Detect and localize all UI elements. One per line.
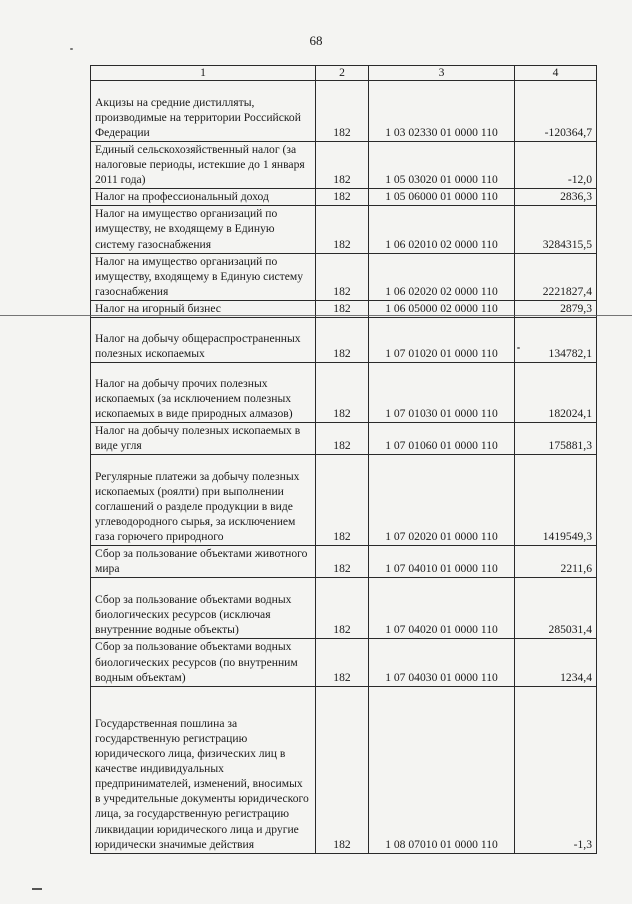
row-kbk-cell: 1 03 02330 01 0000 110 xyxy=(369,81,515,142)
row-sum-cell: -120364,7 xyxy=(515,81,597,142)
row-sum-cell: -12,0 xyxy=(515,142,597,189)
row-code-cell: 182 xyxy=(316,639,369,686)
row-name-cell: Налог на добычу общераспространенных полезных ископаемых xyxy=(91,318,316,363)
column-header-4: 4 xyxy=(515,66,597,81)
table-row xyxy=(91,686,597,853)
row-code-cell: 182 xyxy=(316,686,369,853)
row-kbk-cell: 1 07 04010 01 0000 110 xyxy=(369,546,515,578)
column-header-2: 2 xyxy=(316,66,369,81)
row-kbk-cell: 1 07 01060 01 0000 110 xyxy=(369,423,515,455)
row-sum-cell: -1,3 xyxy=(515,686,597,853)
scan-speck xyxy=(70,48,73,50)
table-row xyxy=(91,363,597,423)
table-row xyxy=(91,81,597,142)
row-kbk-cell: 1 08 07010 01 0000 110 xyxy=(369,686,515,853)
row-kbk-cell: 1 06 05000 02 0000 110 xyxy=(369,300,515,317)
table-row xyxy=(91,318,597,363)
row-name-cell: Налог на игорный бизнес xyxy=(91,300,316,317)
row-name-cell: Сбор за пользование объектами водных биологических ресурсов (исключая внутренние водные объекты) xyxy=(91,578,316,639)
row-kbk-cell: 1 05 06000 01 0000 110 xyxy=(369,189,515,206)
row-sum-cell: 1419549,3 xyxy=(515,455,597,546)
table-row xyxy=(91,455,597,546)
row-name-cell: Единый сельскохозяйственный налог (за налоговые периоды, истекшие до 1 января 2011 года) xyxy=(91,142,316,189)
row-kbk-cell: 1 07 04030 01 0000 110 xyxy=(369,639,515,686)
row-name-cell: Налог на имущество организаций по имуществу, входящему в Единую систему газоснабжения xyxy=(91,253,316,300)
row-name-cell: Налог на добычу прочих полезных ископаемых (за исключением полезных ископаемых в виде природных алмазов) xyxy=(91,363,316,423)
row-code-cell: 182 xyxy=(316,189,369,206)
row-code-cell: 182 xyxy=(316,206,369,253)
row-sum-cell: 2836,3 xyxy=(515,189,597,206)
row-code-cell: 182 xyxy=(316,300,369,317)
row-kbk-cell: 1 06 02020 02 0000 110 xyxy=(369,253,515,300)
row-sum-cell: 2879,3 xyxy=(515,300,597,317)
row-name-cell: Налог на имущество организаций по имуществу, не входящему в Единую систему газоснабжения xyxy=(91,206,316,253)
row-code-cell: 182 xyxy=(316,81,369,142)
header-row xyxy=(91,66,597,81)
table-row xyxy=(91,189,597,206)
row-sum-cell: 182024,1 xyxy=(515,363,597,423)
scan-mark xyxy=(32,888,42,890)
table-row xyxy=(91,546,597,578)
column-header-1: 1 xyxy=(91,66,316,81)
row-kbk-cell: 1 05 03020 01 0000 110 xyxy=(369,142,515,189)
row-code-cell: 182 xyxy=(316,253,369,300)
row-code-cell: 182 xyxy=(316,142,369,189)
scan-divider-line xyxy=(0,315,632,316)
row-code-cell: 182 xyxy=(316,318,369,363)
table-row xyxy=(91,253,597,300)
row-code-cell: 182 xyxy=(316,578,369,639)
row-sum-cell: 285031,4 xyxy=(515,578,597,639)
table-row xyxy=(91,206,597,253)
row-kbk-cell: 1 07 02020 01 0000 110 xyxy=(369,455,515,546)
row-kbk-cell: 1 07 01030 01 0000 110 xyxy=(369,363,515,423)
row-kbk-cell: 1 07 01020 01 0000 110 xyxy=(369,318,515,363)
row-name-cell: Акцизы на средние дистилляты, производимые на территории Российской Федерации xyxy=(91,81,316,142)
revenue-table xyxy=(90,65,597,854)
page-number: 68 xyxy=(309,33,323,48)
row-name-cell: Регулярные платежи за добычу полезных ископаемых (роялти) при выполнении соглашений о разделе продукции в виде углеводородного сырья, за исключением газа горючего природного xyxy=(91,455,316,546)
row-sum-cell: 2221827,4 xyxy=(515,253,597,300)
row-name-cell: Налог на добычу полезных ископаемых в виде угля xyxy=(91,423,316,455)
row-kbk-cell: 1 06 02010 02 0000 110 xyxy=(369,206,515,253)
row-code-cell: 182 xyxy=(316,423,369,455)
row-code-cell: 182 xyxy=(316,363,369,423)
table-row xyxy=(91,142,597,189)
table-row xyxy=(91,578,597,639)
scan-speck xyxy=(517,347,520,349)
table-row xyxy=(91,639,597,686)
row-code-cell: 182 xyxy=(316,546,369,578)
table-row xyxy=(91,423,597,455)
row-name-cell: Сбор за пользование объектами водных биологических ресурсов (по внутренним водным объектам) xyxy=(91,639,316,686)
row-kbk-cell: 1 07 04020 01 0000 110 xyxy=(369,578,515,639)
row-name-cell: Налог на профессиональный доход xyxy=(91,189,316,206)
column-header-3: 3 xyxy=(369,66,515,81)
row-name-cell: Сбор за пользование объектами животного мира xyxy=(91,546,316,578)
row-name-cell: Государственная пошлина за государственную регистрацию юридического лица, физических лиц в качестве индивидуальных предпринимателей, изменений, вносимых в учредительные документы юридического лица, за государственную регистрацию ликвидации юридического лица и другие юридически значимые действия xyxy=(91,686,316,853)
row-sum-cell: 2211,6 xyxy=(515,546,597,578)
row-sum-cell: 175881,3 xyxy=(515,423,597,455)
row-sum-cell: 3284315,5 xyxy=(515,206,597,253)
row-sum-cell: 1234,4 xyxy=(515,639,597,686)
row-code-cell: 182 xyxy=(316,455,369,546)
row-sum-cell: 134782,1 xyxy=(515,318,597,363)
